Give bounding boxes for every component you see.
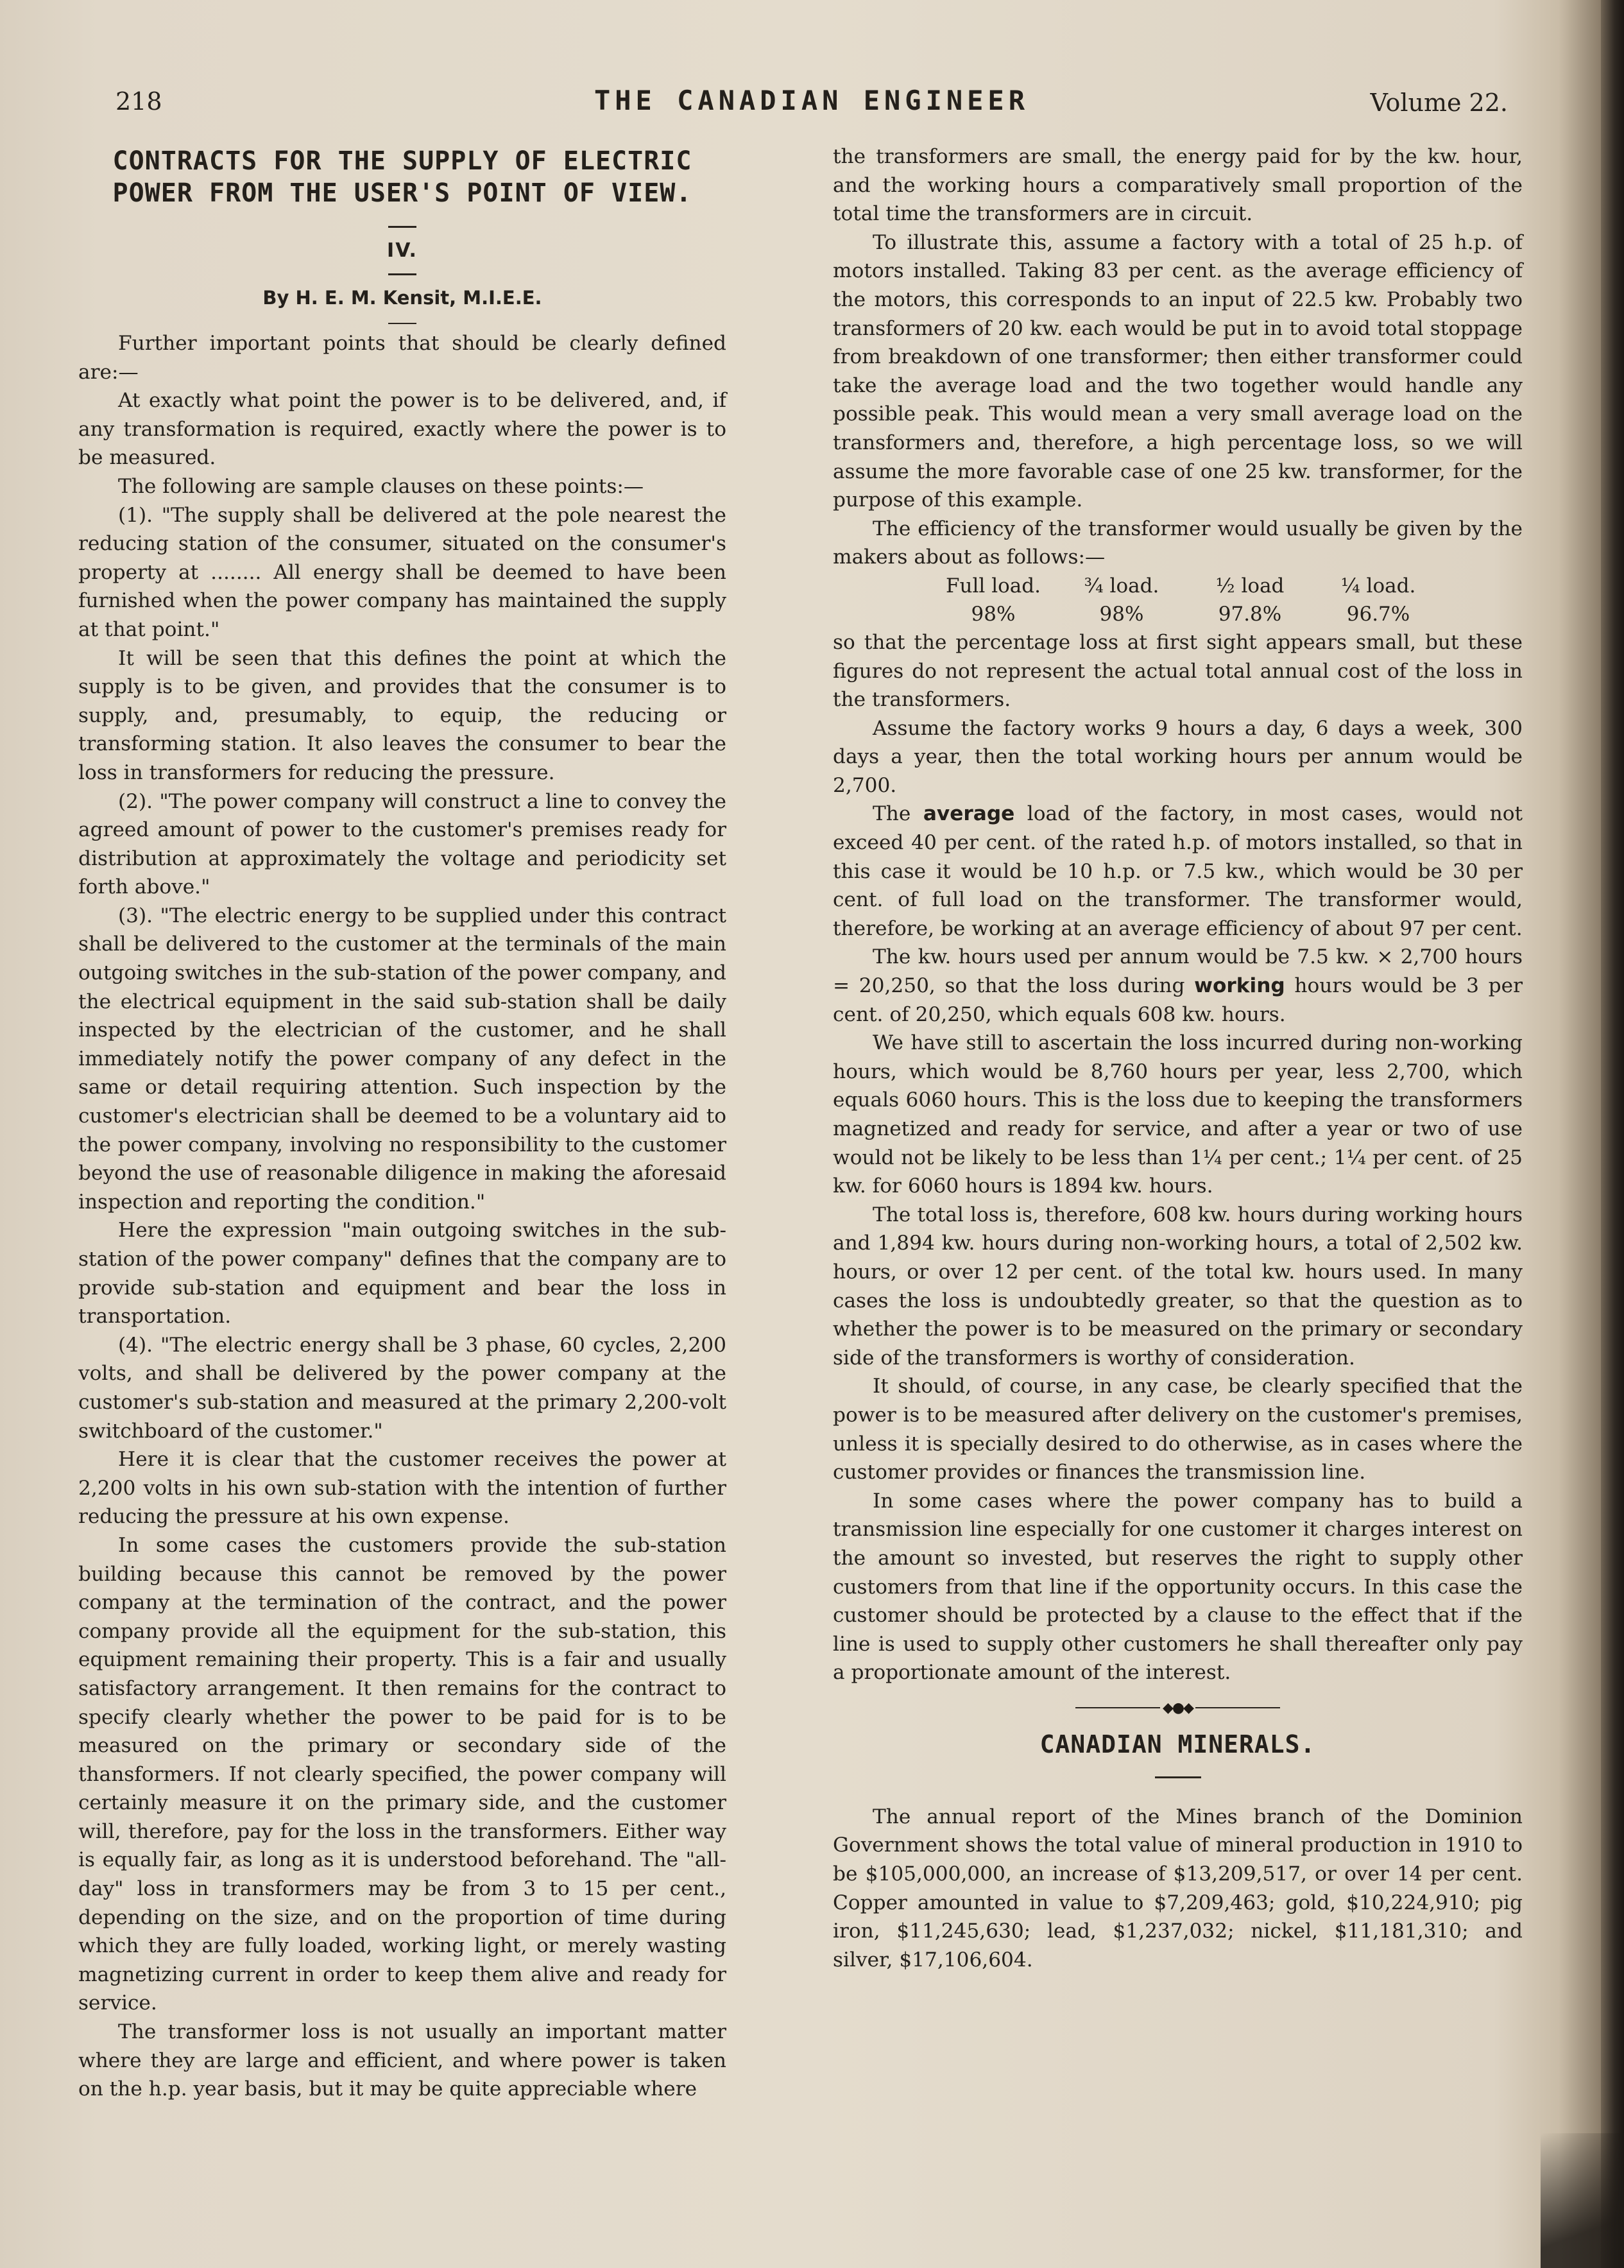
paragraph: In some cases the customers provide the sub-station building because this cannot be removed by the power company at the termination of the contract, and the power company provide all the equipment for the sub-station, this equipment remaining their property. This is a fair and usually satisfactory arrangement. It then remains for the contract to specify clearly whether the power to be paid for is to be measured on the primary or secondary side of the thansformers. If not clearly specified, the power company will certainly measure it on the primary side, and the customer will, therefore, pay for the loss in the transformers. Either way is equally fair, as long as it is understood beforehand. The "all-day" loss in transformers may be from 3 to 15 per cent., depending on the size, and on the proportion of time during which they are fully loaded, working light, or merely wasting magnetizing current in order to keep them alive and ready for service. [78,1533,726,2015]
paragraph [833,943,1523,1029]
efficiency-table [929,572,1442,628]
paragraph: To illustrate this, assume a factory with a total of 25 h.p. of motors installed. Taking 83 per cent. as the average efficiency of the motors, this corresponds to an input of 22.5 kw. Probably two transformers of 20 kw. each would be put in to avoid total stoppage from breakdown of one transformer; then either transformer could take the average load and the two together would handle any possible peak. This would mean a very small average load on the transformers and, therefore, a high percentage loss, so we will assume the more favorable case of one 25 kw. transformer, for the purpose of this example. [833,230,1523,512]
article-byline: By H. E. M. Kensit, M.I.E.E. [262,287,542,309]
minerals-title: CANADIAN MINERALS. [1039,1730,1316,1758]
efficiency-load-label: ¼ load. [1340,574,1416,597]
article-title [78,145,726,209]
divider-ornament-icon: ◆●◆ [1162,1699,1193,1716]
paragraph: so that the percentage loss at first sight appears small, but these figures do not represent the actual total annual cost of the loss in the transformers. [833,630,1523,712]
page-binding-shadow [1601,0,1624,2268]
text-run: load of the factory, in most cases, would not exceed 40 per cent. of the rated h.p. of motors installed, so that in this case it would be 10 h.p. or 7.5 kw., which would be 30 per cent. of full load on the transformer. The transformer would, therefore, be working at an average efficiency of about 97 per cent. [833,802,1523,940]
clause-1: (1). "The supply shall be delivered at the pole nearest the reducing station of the consumer, situated on the consumer's property at ........ All energy shall be deemed to have been furnished when the power company has maintained the supply at that point." [78,503,726,641]
text-run: The kw. hours used per annum would be 7.5 kw. × 2,700 hours = 20,250, so that the loss during [833,945,1523,998]
title-rule [388,226,416,228]
article-part-number: IV. [387,239,418,262]
efficiency-value: 96.7% [1346,602,1410,626]
section-divider [833,1700,1523,1716]
byline-rule [388,323,416,324]
efficiency-column [1314,572,1442,628]
paragraph: It should, of course, in any case, be clearly specified that the power is to be measured after delivery on the customer's premises, unless it is specially desired to do otherwise, as in cases where the customer provides or finances the transmission line. [833,1375,1523,1484]
paragraph: Here it is clear that the customer receives the power at 2,200 volts in his own sub-station with the intention of further reducing the pressure at his own expense. [78,1448,726,1529]
paragraph: In some cases where the power company has to build a transmission line especially for one customer it charges interest on the amount so invested, but reserves the right to supply other customers from that line if the opportunity occurs. In this case the customer should be protected by a clause to the effect that if the line is used to supply other customers he shall thereafter only pay a proportionate amount of the interest. [833,1489,1523,1685]
minerals-paragraph: The annual report of the Mines branch of the Dominion Government shows the total value of mineral production in 1910 to be $105,000,000, an increase of $13,209,517, or over 14 per cent. Copper amounted in value to $7,209,463; gold, $10,224,910; pig iron, $11,245,630; lead, $1,237,032; nickel, $11,181,310; and silver, $17,106,604. [833,1805,1523,1972]
emphasis-average: average [923,802,1015,826]
page-number: 218 [115,87,162,116]
right-column [833,142,1523,1974]
paragraph: Here the expression "main outgoing switches in the sub-station of the power company" defines that the company are to provide sub-station and equipment and bear the loss in transportation. [78,1219,726,1328]
minerals-title-rule [1155,1776,1201,1778]
journal-title: THE CANADIAN ENGINEER [594,85,1029,116]
paragraph: It will be seen that this defines the point at which the supply is to be given, and provides that the consumer is to supply, and, presumably, to equip, the reducing or transforming station. It also leaves the consumer to bear the loss in transformers for reducing the pressure. [78,646,726,784]
clause-2: (2). "The power company will construct a line to convey the agreed amount of power to the customer's premises ready for distribution at approximately the voltage and periodicity set forth above." [78,789,726,899]
divider-line [1195,1707,1280,1708]
clause-4: (4). "The electric energy shall be 3 phase, 60 cycles, 2,200 volts, and shall be delivered by the power company at the customer's sub-station and measured at the primary 2,200-volt switchboard of the customer." [78,1333,726,1443]
efficiency-column [1186,572,1314,628]
part-rule [388,273,416,275]
paragraph: The total loss is, therefore, 608 kw. hours during working hours and 1,894 kw. hours during non-working hours, a total of 2,502 kw. hours, or over 12 per cent. of the total kw. hours used. In many cases the loss is undoubtedly greater, so that the question as to whether the power is to be measured on the primary or secondary side of the transformers is worthy of consideration. [833,1203,1523,1370]
left-column [78,142,726,2104]
paragraph: We have still to ascertain the loss incurred during non-working hours, which would be 8,760 hours per year, less 2,700, which equals 6060 hours. This is the loss due to keeping the transformers magnetized and ready for service, and after a year or two of use would not be likely to be less than 1¼ per cent.; 1¼ per cent. of 25 kw. for 6060 hours is 1894 kw. hours. [833,1031,1523,1198]
paragraph: The following are sample clauses on these points:— [118,474,644,498]
paragraph: The efficiency of the transformer would usually be given by the makers about as follows:— [833,517,1523,569]
efficiency-value: 98% [971,602,1016,626]
efficiency-column [929,572,1057,628]
article-title-line-1: CONTRACTS FOR THE SUPPLY OF ELECTRIC [112,146,692,176]
efficiency-column [1057,572,1186,628]
paragraph: Assume the factory works 9 hours a day, 6 days a week, 300 days a year, then the total working hours per annum would be 2,700. [833,716,1523,797]
divider-line [1075,1707,1160,1708]
running-header [115,87,1508,126]
emphasis-working: working [1194,974,1285,998]
paragraph [833,800,1523,943]
text-run: hours would be 3 per cent. of 20,250, which equals 608 kw. hours. [833,974,1523,1026]
efficiency-value: 97.8% [1218,602,1282,626]
article-title-line-2: POWER FROM THE USER'S POINT OF VIEW. [112,178,692,208]
text-run: The [873,802,923,826]
efficiency-load-label: ½ load [1215,574,1285,597]
efficiency-load-label: Full load. [946,574,1041,597]
paragraph: The transformer loss is not usually an important matter where they are large and efficient, and where power is taken on the h.p. year basis, but it may be quite appreciable where [78,2020,726,2101]
volume-label: Volume 22. [1370,89,1508,117]
paragraph-continued: the transformers are small, the energy paid for by the kw. hour, and the working hours a comparatively small proportion of the total time the transformers are in circuit. [833,145,1523,226]
paragraph: Further important points that should be clearly defined are:— [78,332,726,384]
page-corner-shadow [1541,2133,1624,2268]
efficiency-load-label: ¾ load. [1084,574,1159,597]
paragraph: At exactly what point the power is to be delivered, and, if any transformation is required, exactly where the power is to be measured. [78,389,726,470]
clause-3: (3). "The electric energy to be supplied under this contract shall be delivered to the customer at the terminals of the main outgoing switches in the sub-station of the power company, and the electrical equipment in the said sub-station shall be daily inspected by the electrician of the customer, and he shall immediately notify the power company of any defect in the same or detail requiring attention. Such inspection by the customer's electrician shall be deemed to be a voluntary aid to the power company, involving no responsibility to the customer beyond the use of reasonable diligence in making the aforesaid inspection and reporting the condition." [78,904,726,1214]
efficiency-value: 98% [1099,602,1144,626]
